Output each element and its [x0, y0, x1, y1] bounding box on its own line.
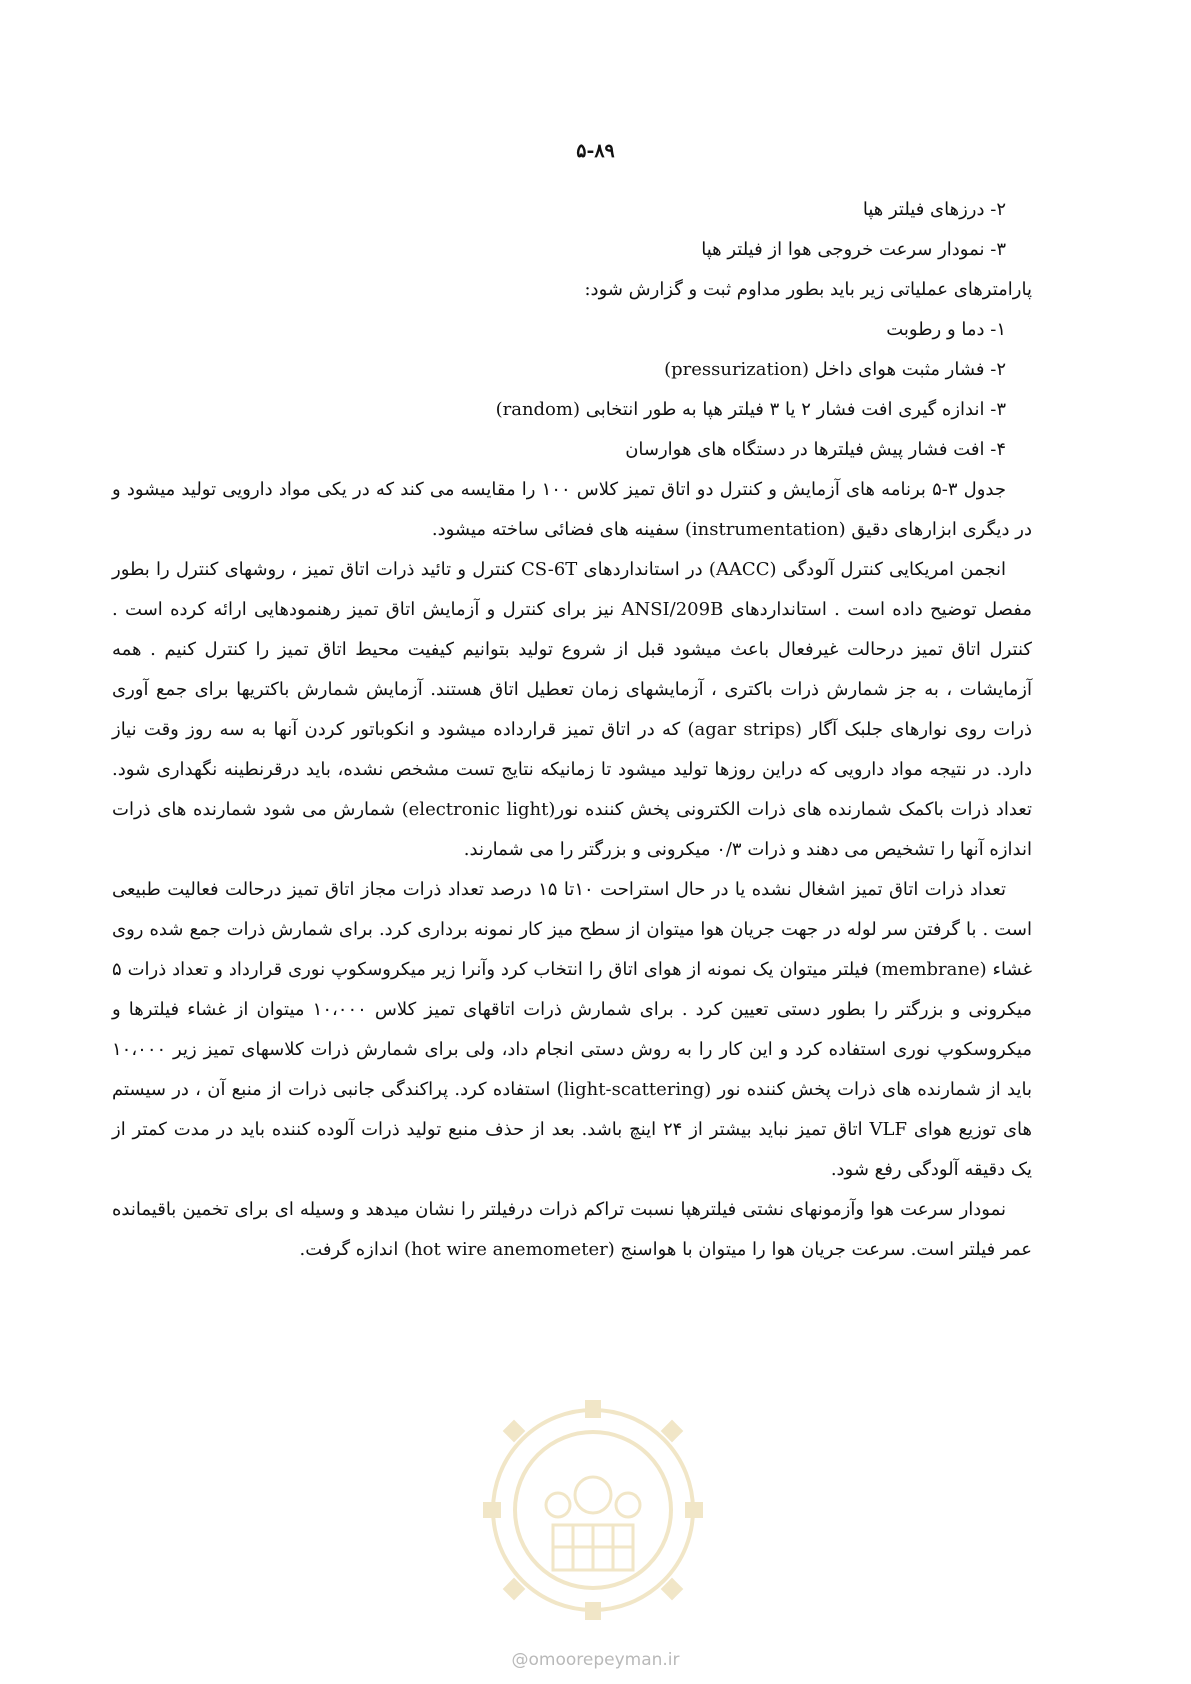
page-number: ۵-۸۹ [576, 140, 615, 162]
document-body [112, 190, 1032, 1270]
list-item: ۱- دما و رطوبت [886, 319, 1006, 340]
paragraph-table-comparison: جدول ۳-۵ برنامه های آزمایش و کنترل دو اتاق تمیز کلاس ۱۰۰ را مقایسه می کند که در یکی مواد دارویی تولید میشود و در دیگری ابزارهای دقیق (instrumentation) سفینه های فضائی ساخته میشود. [112, 479, 1032, 540]
list-item: ۴- افت فشار پیش فیلترها در دستگاه های هوارسان [625, 439, 1006, 460]
section-heading: پارامترهای عملیاتی زیر باید بطور مداوم ثبت و گزارش شود: [584, 279, 1032, 300]
footer-url: @omoorepeyman.ir [511, 1650, 680, 1670]
paragraph-air-velocity: نمودار سرعت هوا وآزمونهای نشتی فیلترهپا نسبت تراکم ذرات درفیلتر را نشان میدهد و وسیله ای برای تخمین باقیمانده عمر فیلتر است. سرعت جریان هوا را میتوان با هواسنج (hot wire anemometer) اندازه گرفت. [112, 1199, 1032, 1260]
paragraph-aacc-standards: انجمن امریکایی کنترل آلودگی (AACC) در استانداردهای CS-6T کنترل و تائید ذرات اتاق تمیز ، روشهای کنترل را بطور مفصل توضیح داده است . استانداردهای ANSI/209B نیز برای کنترل و آزمایش اتاق تمیز رهنمودهایی ارائه کرده است . کنترل اتاق تمیز درحالت غیرفعال باعث میشود قبل از شروع تولید بتوانیم کیفیت محیط اتاق تمیز را کنترل کنیم . همه آزمایشات ، به جز شمارش ذرات باکتری ، آزمایشهای زمان تعطیل اتاق هستند. آزمایش شمارش باکتریها برای جمع آوری ذرات روی نوارهای جلبک آگار (agar strips) که در اتاق تمیز قرارداده میشود و انکوباتور کردن آنها به سه روز وقت نیاز دارد. در نتیجه مواد دارویی که دراین روزها تولید میشود تا زمانیکه نتایج تست مشخص نشده، باید درقرنطینه نگهداری شود. تعداد ذرات باکمک شمارنده های ذرات الکترونی پخش کننده نور(electronic light) شمارش می شود شمارنده های ذرات اندازه آنها را تشخیص می دهند و ذرات ۰/۳ میکرونی و بزرگتر را می شمارند. [112, 559, 1033, 860]
list-item: ۳- نمودار سرعت خروجی هوا از فیلتر هپا [701, 239, 1006, 260]
gear-seal-logo-icon [478, 1395, 708, 1625]
paragraph-particle-count: تعداد ذرات اتاق تمیز اشغال نشده یا در حال استراحت ۱۰تا ۱۵ درصد تعداد ذرات مجاز اتاق تمیز درحالت فعالیت طبیعی است . با گرفتن سر لوله در جهت جریان هوا میتوان از سطح میز کار نمونه برداری کرد. برای شمارش ذرات جمع شده روی غشاء (membrane) فیلتر میتوان یک نمونه از هوای اتاق را انتخاب کرد وآنرا زیر میکروسکوپ نوری قرارداد و تعداد ذرات ۵ میکرونی و بزرگتر را بطور دستی تعیین کرد . برای شمارش ذرات اتاقهای تمیز کلاس ۱۰،۰۰۰ میتوان از غشاء فیلترها و میکروسکوپ نوری استفاده کرد و این کار را به روش دستی انجام داد، ولی برای شمارش ذرات کلاسهای تمیز زیر ۱۰،۰۰۰ باید از شمارنده های ذرات پخش کننده نور (light-scattering) استفاده کرد. پراکندگی جانبی ذرات از منبع آن ، در سیستم های توزیع هوای VLF اتاق تمیز نباید بیشتر از ۲۴ اینچ باشد. بعد از حذف منبع تولید ذرات آلوده کننده باید در مدت کمتر از یک دقیقه آلودگی رفع شود. [112, 879, 1033, 1180]
list-item: ۲- درزهای فیلتر هپا [862, 199, 1006, 220]
list-item: ۳- اندازه گیری افت فشار ۲ یا ۳ فیلتر هپا به طور انتخابی (random) [495, 399, 1006, 420]
list-item: ۲- فشار مثبت هوای داخل (pressurization) [664, 359, 1006, 380]
